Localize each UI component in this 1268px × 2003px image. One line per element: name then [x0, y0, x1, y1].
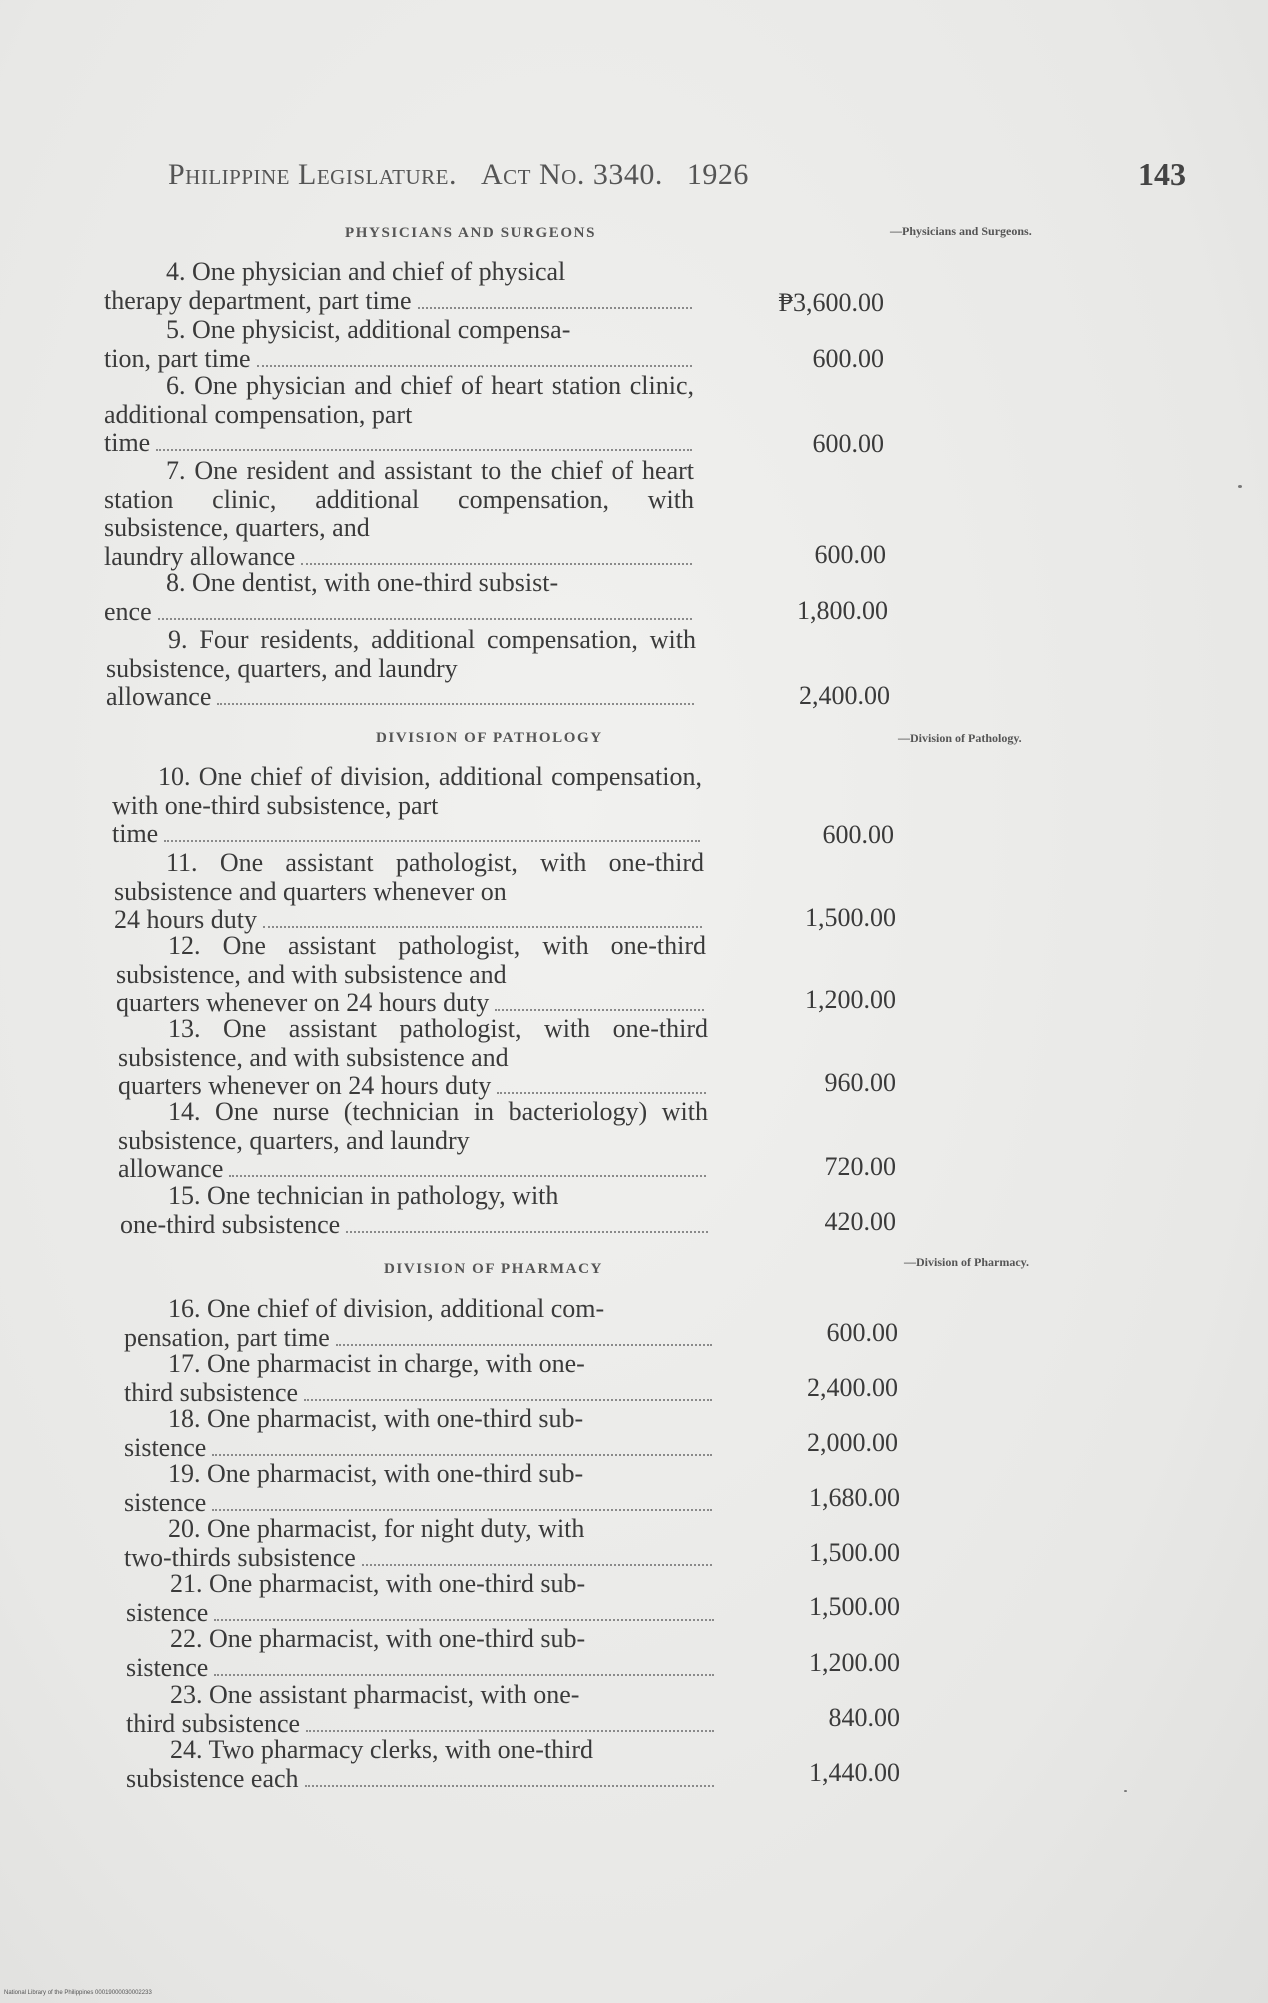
item-last-line: allowance	[118, 1154, 224, 1183]
item-lead: 23. One assistant pharmacist, with one-	[170, 1680, 580, 1709]
item-lead: 5. One physicist, additional compensa-	[166, 315, 571, 344]
item-last-line: quarters whenever on 24 hours duty	[116, 988, 490, 1017]
publisher: Philippine Legislature.	[168, 158, 457, 191]
list-item	[124, 1350, 714, 1407]
list-item	[124, 1460, 714, 1517]
dot-leader	[263, 925, 702, 928]
dot-leader	[257, 364, 692, 367]
item-amount: 720.00	[824, 1152, 896, 1181]
list-item	[106, 626, 696, 712]
item-last-line: sistence	[126, 1652, 209, 1682]
page-number: 143	[1138, 156, 1186, 192]
item-lead: 19. One pharmacist, with one-third sub-	[168, 1459, 584, 1488]
item-lead: 20. One pharmacist, for night duty, with	[168, 1514, 585, 1543]
item-amount: 1,680.00	[809, 1483, 900, 1512]
item-amount: 2,400.00	[807, 1373, 898, 1402]
item-lead: 15. One technician in pathology, with	[168, 1181, 559, 1210]
item-amount: 840.00	[828, 1703, 900, 1732]
dot-leader	[212, 1453, 712, 1456]
item-amount: 1,500.00	[809, 1538, 900, 1567]
item-lead: 10. One chief of division, additional compensation, with one-third subsistence, part	[112, 762, 702, 820]
list-item	[104, 372, 694, 458]
item-amount: 1,500.00	[809, 1592, 900, 1621]
list-item	[124, 1515, 714, 1572]
list-item	[126, 1736, 716, 1793]
item-amount: 2,000.00	[807, 1428, 898, 1457]
list-item	[104, 316, 694, 373]
list-item	[104, 457, 694, 571]
item-last-line: ence	[104, 596, 152, 626]
item-amount: 1,200.00	[805, 985, 896, 1014]
item-lead: 12. One assistant pathologist, with one-third subsistence, and with subsistence and	[116, 931, 706, 989]
dot-leader	[214, 1673, 714, 1676]
item-lead: 8. One dentist, with one-third subsist-	[166, 568, 559, 597]
item-lead: 11. One assistant pathologist, with one-third subsistence and quarters whenever on	[114, 848, 704, 906]
dot-leader	[418, 306, 692, 309]
item-lead: 21. One pharmacist, with one-third sub-	[170, 1569, 586, 1598]
list-item	[118, 1015, 708, 1101]
item-lead: 24. Two pharmacy clerks, with one-third	[170, 1735, 593, 1764]
section-heading-physicians: PHYSICIANS AND SURGEONS	[345, 225, 597, 241]
item-last-line: tion, part time	[104, 343, 251, 373]
item-last-line: sistence	[124, 1487, 207, 1517]
scan-credit: National Library of the Philippines 00019000030002233	[4, 1990, 152, 1996]
item-last-line: allowance	[106, 682, 212, 711]
item-amount: 1,200.00	[809, 1648, 900, 1677]
item-lead: 22. One pharmacist, with one-third sub-	[170, 1624, 586, 1653]
item-lead: 16. One chief of division, additional com-	[168, 1294, 605, 1323]
dot-leader	[164, 839, 700, 842]
dot-leader	[214, 1618, 714, 1621]
dot-leader	[362, 1563, 712, 1566]
item-last-line: two-thirds subsistence	[124, 1542, 356, 1572]
item-last-line: pensation, part time	[124, 1322, 330, 1352]
list-item	[124, 1295, 714, 1352]
list-item	[116, 932, 706, 1018]
item-amount: 600.00	[826, 1318, 898, 1347]
item-amount: 2,400.00	[799, 681, 890, 710]
list-item	[118, 1098, 708, 1184]
item-last-line: 24 hours duty	[114, 905, 257, 934]
list-item	[126, 1625, 716, 1682]
dot-leader	[305, 1784, 714, 1787]
item-amount: 420.00	[824, 1207, 896, 1236]
list-item	[120, 1182, 710, 1239]
list-item	[112, 763, 702, 849]
item-amount: 600.00	[812, 344, 884, 373]
act-number: Act No. 3340.	[481, 158, 663, 191]
item-lead: 4. One physician and chief of physical	[166, 257, 566, 286]
item-last-line: time	[112, 819, 159, 848]
list-item	[104, 258, 694, 315]
item-last-line: therapy department, part time	[104, 285, 412, 315]
item-last-line: sistence	[126, 1597, 209, 1627]
dot-leader	[301, 562, 692, 565]
item-amount: ₱3,600.00	[778, 288, 884, 317]
item-lead: 9. Four residents, additional compensation, with subsistence, quarters, and laundry	[106, 625, 696, 683]
item-lead: 18. One pharmacist, with one-third sub-	[168, 1404, 584, 1433]
item-last-line: subsistence each	[126, 1763, 299, 1793]
section-heading-pathology: DIVISION OF PATHOLOGY	[376, 730, 603, 746]
list-item	[124, 1405, 714, 1462]
item-lead: 6. One physician and chief of heart station clinic, additional compensation, part	[104, 371, 694, 429]
dot-leader	[212, 1508, 712, 1511]
dot-leader	[304, 1398, 712, 1401]
list-item	[104, 569, 694, 626]
item-amount: 1,440.00	[809, 1758, 900, 1787]
dot-leader	[306, 1729, 714, 1732]
side-note-pathology: —Division of Pathology.	[898, 731, 1022, 745]
item-amount: 600.00	[814, 540, 886, 569]
item-lead: 13. One assistant pathologist, with one-third subsistence, and with subsistence and	[118, 1014, 708, 1072]
item-last-line: quarters whenever on 24 hours duty	[118, 1071, 492, 1100]
item-last-line: laundry allowance	[104, 541, 296, 571]
item-lead: 17. One pharmacist in charge, with one-	[168, 1349, 585, 1378]
dot-leader	[495, 1008, 704, 1011]
scan-speck	[1124, 1790, 1127, 1792]
scan-speck	[1238, 485, 1242, 488]
dot-leader	[346, 1230, 708, 1233]
item-amount: 1,500.00	[805, 903, 896, 932]
item-amount: 600.00	[822, 820, 894, 849]
item-lead: 7. One resident and assistant to the chief of heart station clinic, additional compensation, with subsistence, quarters, and	[104, 456, 694, 542]
list-item	[126, 1570, 716, 1627]
section-heading-pharmacy: DIVISION OF PHARMACY	[384, 1261, 603, 1277]
list-item	[126, 1681, 716, 1738]
item-lead: 14. One nurse (technician in bacteriology) with subsistence, quarters, and laundry	[118, 1097, 708, 1155]
dot-leader	[156, 448, 692, 451]
item-last-line: time	[104, 428, 151, 457]
list-item	[114, 849, 704, 935]
item-last-line: sistence	[124, 1432, 207, 1462]
year: 1926	[686, 158, 749, 191]
item-last-line: third subsistence	[124, 1377, 299, 1407]
side-note-pharmacy: —Division of Pharmacy.	[904, 1255, 1029, 1269]
item-last-line: one-third subsistence	[120, 1209, 341, 1239]
item-amount: 960.00	[824, 1068, 896, 1097]
dot-leader	[497, 1091, 706, 1094]
dot-leader	[336, 1343, 712, 1346]
dot-leader	[229, 1174, 706, 1177]
running-head	[168, 158, 749, 192]
item-last-line: third subsistence	[126, 1708, 301, 1738]
item-amount: 600.00	[812, 429, 884, 458]
item-amount: 1,800.00	[797, 596, 888, 625]
dot-leader	[158, 617, 692, 620]
side-note-physicians: —Physicians and Surgeons.	[890, 224, 1032, 238]
dot-leader	[217, 702, 694, 705]
